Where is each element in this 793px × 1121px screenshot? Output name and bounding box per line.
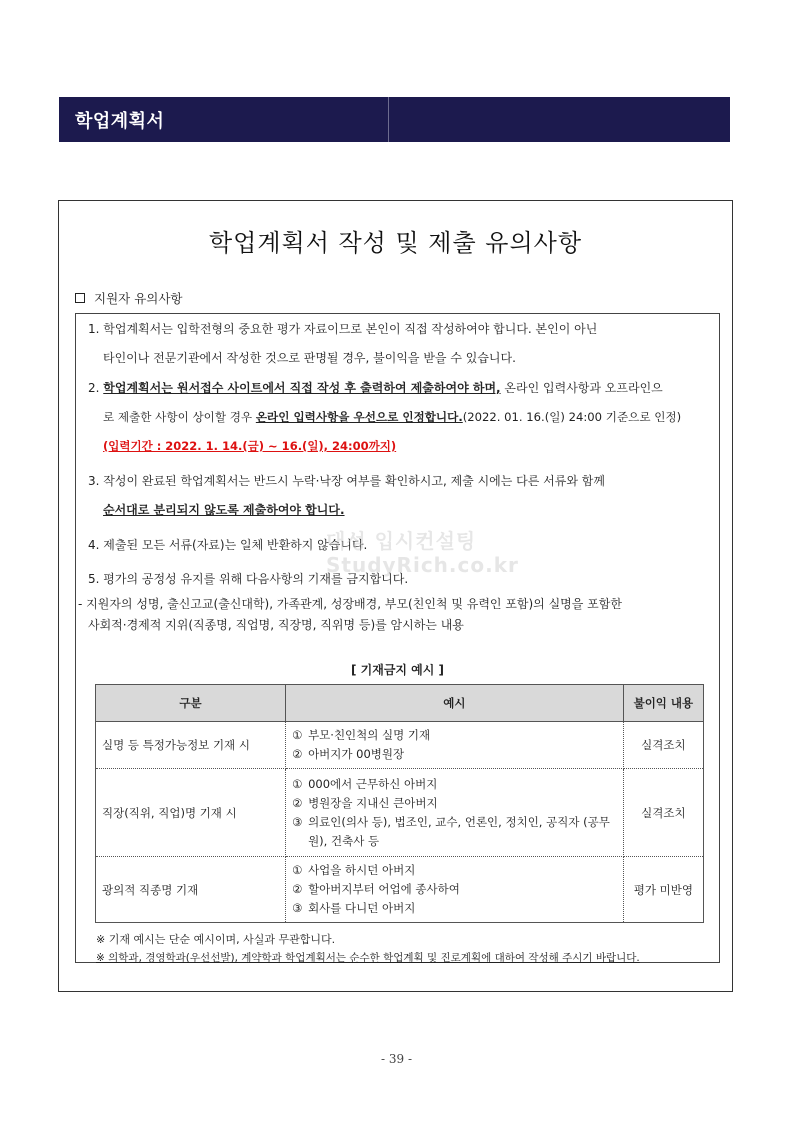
section-label-text: 지원자 유의사항 [94,291,183,306]
header-title-block [59,97,389,142]
example-item: ② 할아버지부터 어업에 종사하여 [292,882,460,896]
dash-line-b: 사회적·경제적 지위(직종명, 직업명, 직장명, 직위명 등)를 암시하는 내용 [88,618,464,632]
example-item: ② 아버지가 00병원장 [292,747,405,761]
note-2-rest: 온라인 입력사항과 오프라인으 [500,381,663,395]
note-2-bold: 학업계획서는 원서접수 사이트에서 직접 작성 후 출력하여 제출하여야 하며, [103,381,501,395]
example-item: ③ 의료인(의사 등), 법조인, 교수, 언론인, 정치인, 공직자 (공무원), 건축사 등 [292,814,610,848]
note-3-line-b: 순서대로 분리되지 않도록 제출하여야 합니다. [103,503,345,517]
row-penalty: 평가 미반영 [623,857,703,923]
notes-box [75,313,720,963]
note-2-line-b [103,410,681,424]
example-item: ③ 회사를 다니던 아버지 [292,901,416,915]
example-item: ① 사업을 하시던 아버지 [292,863,416,877]
example-item: ① 부모·친인척의 실명 기재 [292,728,431,742]
row-penalty: 실격조치 [623,722,703,769]
prohibited-examples-table [95,684,704,923]
table-title: [ 기재금지 예시 ] [350,663,445,677]
row-category: 광의적 직종명 기재 [96,857,286,923]
note-3-line-a: 3. 작성이 완료된 학업계획서는 반드시 누락·낙장 여부를 확인하시고, 제출 시에는 다른 서류와 함께 [88,474,605,488]
row-penalty: 실격조치 [623,769,703,857]
note-4: 4. 제출된 모든 서류(자료)는 일체 반환하지 않습니다. [88,538,368,552]
header-category: 구분 [96,685,286,722]
note-2-b-post: (2022. 01. 16.(일) 24:00 기준으로 인정) [462,410,682,424]
header-penalty: 불이익 내용 [623,685,703,722]
row-examples [286,722,624,769]
table-row [96,857,704,923]
footnote-2: ※ 의학과, 경영학과(우선선발), 계약학과 학업계획서는 순수한 학업계획 및 진로계획에 대하여 작성해 주시기 바랍니다. [96,952,640,964]
watermark-line-1: 대성 입시컨설팅 [326,529,477,553]
dash-line-a: - 지원자의 성명, 출신고교(출신대학), 가족관계, 성장배경, 부모(친인척 및 유력인 포함)의 실명을 포함한 [78,597,622,611]
input-period: (입력기간 : 2022. 1. 14.(금) ~ 16.(일), 24:00까지) [103,439,397,453]
row-examples [286,769,624,857]
note-2-line-a [88,381,663,395]
watermark [326,529,519,577]
header-examples: 예시 [286,685,624,722]
row-category: 직장(직위, 직업)명 기재 시 [96,769,286,857]
page-title: 학업계획서 [75,110,165,132]
main-title: 학업계획서 작성 및 제출 유의사항 [208,229,583,257]
example-item: ② 병원장을 지내신 큰아버지 [292,795,438,810]
note-2-prefix: 2. [88,381,104,395]
table-row [96,769,704,857]
row-category: 실명 등 특정가능정보 기재 시 [96,722,286,769]
example-item: ① 000에서 근무하신 아버지 [292,776,438,791]
note-1-line-a: 1. 학업계획서는 입학전형의 중요한 평가 자료이므로 본인이 직접 작성하여야 합니다. 본인이 아닌 [88,322,598,336]
checkbox-icon [75,293,85,303]
table-header-row [96,685,704,722]
table-row [96,722,704,769]
footnote-1: ※ 기재 예시는 단순 예시이며, 사실과 무관합니다. [96,933,336,946]
page-number: - 39 - [380,1052,412,1066]
note-5: 5. 평가의 공정성 유지를 위해 다음사항의 기재를 금지합니다. [88,572,409,586]
header-bar [59,97,730,142]
note-2-b-pre: 로 제출한 사항이 상이할 경우 [103,410,256,424]
note-2-b-bold: 온라인 입력사항을 우선으로 인정합니다. [255,410,463,424]
watermark-line-2: StudyRich.co.kr [326,553,519,577]
note-1-line-b: 타인이나 전문기관에서 작성한 것으로 판명될 경우, 불이익을 받을 수 있습니다. [103,351,516,365]
content-box [58,200,733,992]
section-label [75,289,183,307]
row-examples [286,857,624,923]
